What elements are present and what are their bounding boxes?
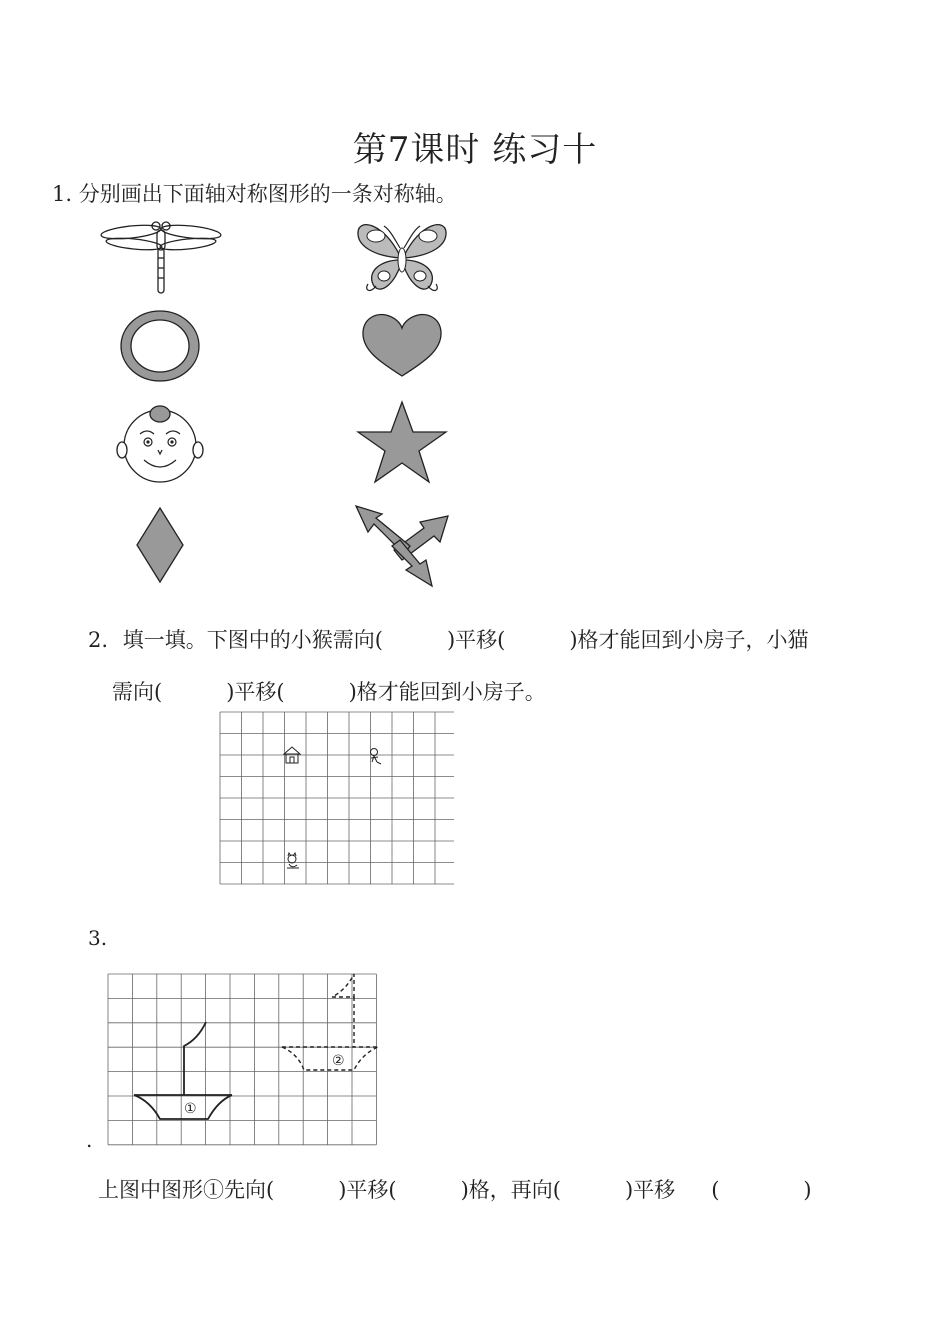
page-title: 第7课时 练习十 [352,130,598,170]
baby-face-icon [114,398,206,488]
question-2-text-b: )平移( [446,628,506,652]
question-2-text-a: 填一填。下图中的小猴需向( [122,628,383,652]
butterfly-icon [354,218,450,298]
monkey-icon [371,749,382,765]
rhombus-icon [134,506,186,584]
question-3-number: 3. [88,926,108,950]
dot-mark: . [86,1128,93,1152]
shape-1 [134,1022,232,1119]
star-icon [356,400,448,484]
heart-icon [360,312,444,378]
ring-icon [118,308,202,384]
dragonfly-icon [96,218,226,296]
question-3-text-e: ( [711,1178,720,1202]
question-2-text-c: )格才能回到小房子，小猫 [569,628,809,652]
shape-2 [282,974,378,1070]
question-2-number: 2. [88,628,109,652]
q3-grid [106,972,382,1148]
question-3-text-a: 上图中图形①先向( [98,1178,275,1202]
question-2-line-1 [88,624,809,654]
question-3-sentence [98,1174,812,1204]
question-2-line-2 [112,676,546,706]
cat-icon [287,853,299,868]
shape-1-label: ① [184,1101,197,1117]
arrows-icon [352,502,454,588]
question-2-text-d: 需向( [112,680,163,704]
question-3-text-d: )平移 [624,1178,676,1202]
question-3-text-c: )格，再向( [460,1178,561,1202]
question-2-text-e: )平移( [226,680,285,704]
question-2-text-f: )格才能回到小房子。 [348,680,546,704]
question-3-text-f: ) [803,1178,812,1202]
question-1-text: 1. 分别画出下面轴对称图形的一条对称轴。 [52,182,457,206]
question-3-text-b: )平移( [338,1178,397,1202]
shape-2-label: ② [332,1053,345,1069]
q2-grid [218,710,454,894]
